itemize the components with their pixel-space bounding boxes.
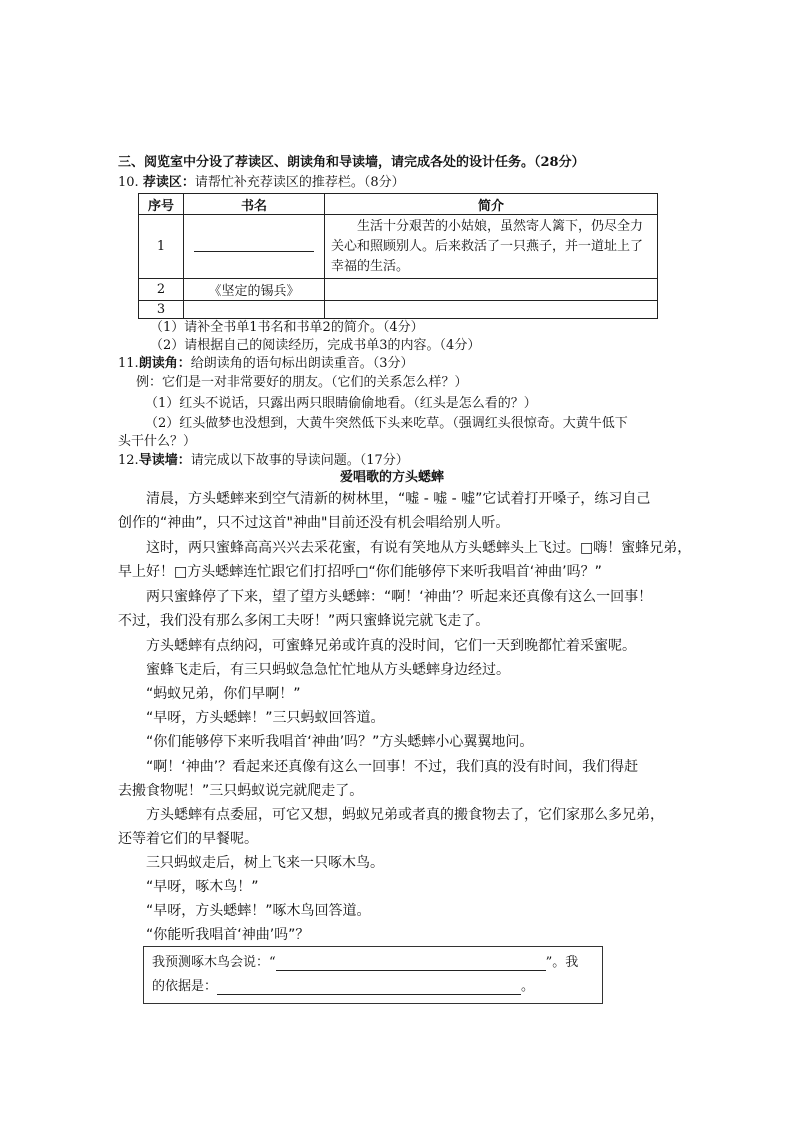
question-text: 给朗读角的语句标出朗读重音。（3分） xyxy=(190,356,414,371)
title-blank-cell[interactable] xyxy=(184,215,325,279)
question-label: 导读墙： xyxy=(138,453,191,468)
story-line: “蚂蚁兄弟，你们早啊！” xyxy=(146,686,301,702)
question-text: 请完成以下故事的导读问题。（17分） xyxy=(190,453,409,468)
question-11 xyxy=(118,356,413,372)
story-line: “早呀，方头蟋蟀！”三只蚂蚁回答道。 xyxy=(146,710,385,726)
question-text: 请帮忙补充荐读区的推荐栏。（8分） xyxy=(194,175,405,190)
reason-answer-blank[interactable] xyxy=(217,980,521,995)
question-12 xyxy=(118,453,409,469)
book-title-cell[interactable] xyxy=(184,301,325,319)
header-cell: 序号 xyxy=(139,194,184,215)
reason-prompt: 的依据是： xyxy=(152,979,218,994)
reading-item-1: （1）红头不说话，只露出两只眼睛偷偷地看。（红头是怎么看的？） xyxy=(145,396,537,411)
prediction-box xyxy=(143,946,603,1004)
question-label: 荐读区： xyxy=(142,175,195,190)
reading-item-2: （2）红头做梦也没想到，大黄牛突然低下头来吃草。（强调红头很惊奇。大黄牛低下 xyxy=(145,416,628,431)
reason-line xyxy=(152,979,534,995)
story-line: 这时，两只蜜蜂高高兴兴去采花蜜，有说有笑地从方头蟋蟀头上飞过。□嗨！蜜蜂兄弟， xyxy=(146,540,692,556)
row-number: 3 xyxy=(139,301,184,319)
story-line: 方头蟋蟀有点委屈，可它又想，蚂蚁兄弟或者真的搬食物去了，它们家那么多兄弟， xyxy=(146,807,664,823)
story-line: “啊！‘神曲’？看起来还真像有这么一回事！不过，我们真的没有时间，我们得赶 xyxy=(146,759,639,775)
question-10 xyxy=(118,175,405,191)
example-line: 例：它们是一对非常要好的朋友。（它们的关系怎么样？） xyxy=(136,375,468,390)
header-cell: 书名 xyxy=(184,194,325,215)
story-line: “你能听我唱首‘神曲’吗”？ xyxy=(146,927,310,943)
recommendation-table xyxy=(138,193,658,319)
sub-question-2: （2）请根据自己的阅读经历，完成书单3的内容。（4分） xyxy=(150,338,481,353)
story-line: 去搬食物呢！”三只蚂蚁说完就爬走了。 xyxy=(118,783,364,799)
story-line: 还等着它们的早餐呢。 xyxy=(118,831,258,847)
story-line: “你们能够停下来听我唱首‘神曲’吗？”方头蟋蟀小心翼翼地问。 xyxy=(146,734,534,750)
question-number: 10. xyxy=(118,175,139,190)
question-number: 11. xyxy=(118,356,139,371)
story-line: 清晨，方头蟋蟀来到空气清新的树林里，“嘘 - 嘘 - 嘘”它试着打开嗓子，练习自己 xyxy=(146,491,651,507)
intro-cell: 生活十分艰苦的小姑娘，虽然寄人篱下，仍尽全力关心和照顾别人。后来救活了一只燕子，并一道址上了幸福的生活。 xyxy=(325,215,658,279)
story-title: 爱唱歌的方头蟋蟀 xyxy=(340,470,445,485)
intro-cell[interactable] xyxy=(325,279,658,301)
story-line: 不过，我们没有那么多闲工夫呀！”两只蜜蜂说完就飞走了。 xyxy=(118,613,490,629)
table-row xyxy=(139,301,658,319)
title-blank[interactable] xyxy=(194,237,314,252)
row-number: 1 xyxy=(139,215,184,279)
book-title-cell: 《坚定的锡兵》 xyxy=(184,279,325,301)
prediction-suffix: ”。我 xyxy=(545,955,579,970)
question-label: 朗读角： xyxy=(138,356,191,371)
intro-cell[interactable] xyxy=(325,301,658,319)
row-number: 2 xyxy=(139,279,184,301)
prediction-answer-blank[interactable] xyxy=(276,956,546,971)
story-line: 蜜蜂飞走后，有三只蚂蚁急急忙忙地从方头蟋蟀身边经过。 xyxy=(146,662,510,678)
question-number: 12. xyxy=(118,453,139,468)
story-line: “早呀，方头蟋蟀！”啄木鸟回答道。 xyxy=(146,903,371,919)
reason-suffix: 。 xyxy=(521,979,535,994)
story-line: 方头蟋蟀有点纳闷，可蜜蜂兄弟或许真的没时间，它们一天到晚都忙着采蜜呢。 xyxy=(146,638,636,654)
story-line: 创作的“神曲”，只不过这首"神曲"目前还没有机会唱给别人听。 xyxy=(118,515,510,531)
sub-question-1: （1）请补全书单1书名和书单2的简介。（4分） xyxy=(150,320,424,335)
reading-item-2-cont: 头干什么？） xyxy=(118,434,197,449)
prediction-line xyxy=(152,955,578,971)
table-row xyxy=(139,279,658,301)
table-row xyxy=(139,215,658,279)
prediction-prompt: 我预测啄木鸟会说：“ xyxy=(152,955,276,970)
story-line: 早上好！□方头蟋蟀连忙跟它们打招呼□“你们能够停下来听我唱首‘神曲’吗？” xyxy=(118,564,602,580)
header-cell: 简介 xyxy=(325,194,658,215)
section-heading: 三、阅览室中分设了荐读区、朗读角和导读墙，请完成各处的设计任务。（28分） xyxy=(118,155,585,170)
table-header-row xyxy=(139,194,658,215)
story-line: 两只蜜蜂停了下来，望了望方头蟋蟀：“啊！‘神曲’？听起来还真像有这么一回事！ xyxy=(146,589,653,605)
story-line: “早呀，啄木鸟！” xyxy=(146,879,259,895)
story-line: 三只蚂蚁走后，树上飞来一只啄木鸟。 xyxy=(146,855,384,871)
